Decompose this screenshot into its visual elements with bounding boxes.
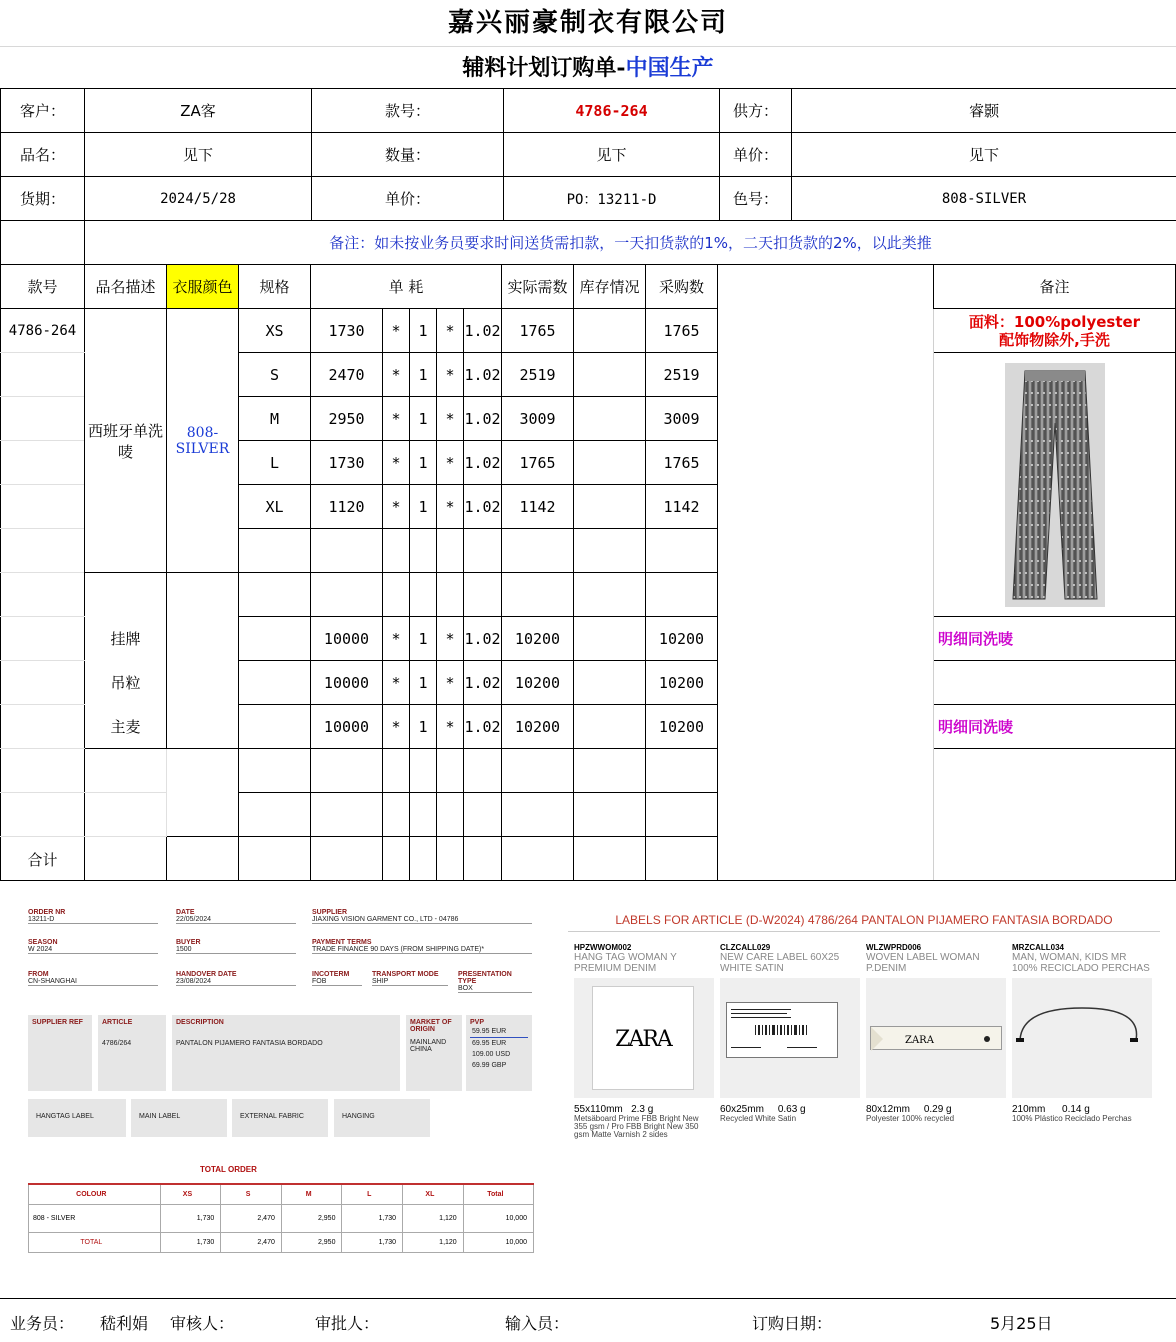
trousers-photo xyxy=(1005,363,1105,607)
supplier-label: 供方： xyxy=(720,89,792,133)
input-label: 输入员： xyxy=(505,1314,570,1333)
string-loop-icon xyxy=(1012,978,1152,1098)
document-title: 辅料计划订购单-中国生产 xyxy=(0,46,1176,88)
woven-label-icon xyxy=(871,1027,1003,1051)
info-table xyxy=(0,88,1176,265)
price2-label: 单价： xyxy=(312,177,504,221)
color-label: 色号： xyxy=(720,177,792,221)
product-label: 品名： xyxy=(1,133,85,177)
fabric-note: 面料：100%polyester 配饰物除外,手洗 xyxy=(934,309,1176,353)
labels-title: LABELS FOR ARTICLE (D-W2024) 4786/264 PANTALON PIJAMERO FANTASIA BORDADO xyxy=(568,895,1160,932)
label-card-hanger-string: MRZCALL034 MAN, WOMAN, KIDS MR 100% RECICLADO PERCHAS 210mm 0.14 g 100% Plástico Reciclado Perchas xyxy=(1012,943,1152,1123)
col-buy: 采购数 xyxy=(646,265,718,309)
qty-label: 数量： xyxy=(312,133,504,177)
col-desc: 品名描述 xyxy=(85,265,167,309)
label-card-woven: WLZWPRD006 WOVEN LABEL WOMAN P.DENIM ZARA 80x12mm 0.29 g Polyester 100% recycled xyxy=(866,943,1006,1123)
item-desc: 西班牙单洗唛 xyxy=(85,309,167,573)
col-size: 规格 xyxy=(239,265,311,309)
col-remark: 备注 xyxy=(934,265,1176,309)
label-card-care: CLZCALL029 NEW CARE LABEL 60X25 WHITE SATIN 60x25mm 0.63 g Recycled White Satin xyxy=(720,943,860,1123)
price-value: 见下 xyxy=(792,133,1176,177)
review-label: 审核人： xyxy=(170,1314,235,1333)
delivery-label: 货期： xyxy=(1,177,85,221)
total-order-title: TOTAL ORDER xyxy=(200,1165,257,1174)
col-stock: 库存情况 xyxy=(574,265,646,309)
qty-cell: 1730 xyxy=(311,309,383,353)
product-photo-cell xyxy=(934,353,1176,617)
product-value: 见下 xyxy=(85,133,312,177)
approve-label: 审批人： xyxy=(315,1314,380,1333)
label-card-hangtag: HPZWWOM002 HANG TAG WOMAN Y PREMIUM DENIM ZARA 55x110mm 2.3 g Metsäboard Prime FBB Bright New 355 gsm / Pro FBB Bright New 350 gsm Matte Varnish 2 sides xyxy=(574,943,714,1139)
barcode-icon xyxy=(727,1003,839,1059)
buy-cell: 1765 xyxy=(646,309,718,353)
col-style: 款号 xyxy=(1,265,85,309)
style-label: 款号： xyxy=(312,89,504,133)
labels-panel xyxy=(568,895,1160,1185)
supplier-value: 睿颢 xyxy=(792,89,1176,133)
need-cell: 1765 xyxy=(502,309,574,353)
remark-note: 备注：如未按业务员要求时间送货需扣款，一天扣货款的1%，二天扣货款的2%，以此类推 xyxy=(85,221,1176,265)
item-color: 808-SILVER xyxy=(167,309,239,573)
sales-name: 嵇利娟 xyxy=(100,1314,149,1333)
size-cell: XS xyxy=(239,309,311,353)
order-date-label: 订购日期： xyxy=(752,1314,833,1333)
svg-text:ZARA: ZARA xyxy=(905,1035,934,1046)
price-label: 单价： xyxy=(720,133,792,177)
customer-value: ZA客 xyxy=(85,89,312,133)
style-value: 4786-264 xyxy=(504,89,720,133)
main-table: 款号 品名描述 衣服颜色 规格 单 耗 实际需数 库存情况 采购数 备注 4786-264 西班牙单洗唛 808-SILVER XS 1730 * 1 * 1.02 1765 1765 面料：100%polyester 配饰物除外,手洗 S 2470 * 1 * 1.02 2519 2519 M 2950 * 1 * 1.02 3009 3009 L 1730 * 1 * 1.02 1765 1765 XL 1120 * 1 * 1.02 1142 1142 挂牌 10000 * 1 * 1.02 10200 10200 明细同洗唛 吊粒 10000 * 1 * 1.02 10200 10200 主麦 10000 * 1 * 1.02 10200 10200 明细同洗唛 合计 xyxy=(0,264,1176,881)
order-date-value: 5月25日 xyxy=(990,1314,1053,1333)
color-value: 808-SILVER xyxy=(792,177,1176,221)
purchase-order-image xyxy=(0,880,1176,1300)
col-color: 衣服颜色 xyxy=(167,265,239,309)
footer-signatures xyxy=(0,1298,1176,1342)
delivery-value: 2024/5/28 xyxy=(85,177,312,221)
total-label: 合计 xyxy=(1,837,85,881)
acc-note: 明细同洗唛 xyxy=(934,617,1176,661)
qty-value: 见下 xyxy=(504,133,720,177)
acc-name: 挂牌 xyxy=(110,630,141,648)
sales-label: 业务员： xyxy=(10,1314,75,1333)
company-title: 嘉兴丽豪制衣有限公司 xyxy=(447,8,728,38)
col-consumption: 单 耗 xyxy=(311,265,502,309)
total-order-table: COLOUR XS S M L XL Total 808 - SILVER 1,730 2,470 2,950 1,730 1,120 10,000 TOTAL 1,730 2,470 2,950 1,730 1,120 10,000 xyxy=(28,1183,534,1253)
col-need: 实际需数 xyxy=(502,265,574,309)
po-value: PO：13211-D xyxy=(504,177,720,221)
po-sheet: ORDER NR 13211-D DATE 22/05/2024 SUPPLIER JIAXING VISION GARMENT CO., LTD - 04786 SEASON W 2024 BUYER 1500 PAYMENT TERMS TRADE FINANCE 90 DAYS (FROM SHIPPING DATE)* FROM CN-SHANGHAI HANDOVER DATE 23/08/2024 INCOTERM FOB TRANSPORT MODE SHIP PRESENTATION TYPE BOX SUPPLIER REF ARTICLE 4786/264 DESCRIPTION PANTALON PIJAMERO FANTASIA BORDADO MARKET OF ORIGIN MAINLAND CHINA PVP 59.95 EUR 69.95 EUR 109.00 USD 69.99 GBP HANGTAG LABEL MAIN LABEL EXTERNAL FABRIC HANGING TOTAL ORDER COLOUR XS S M L XL Total 808 - SILVER 1,730 2,470 2,950 1,730 1,120 10,000 TOTAL 1,730 2,470 2,950 1,730 1,120 10,000 xyxy=(20,895,540,1285)
style-no: 4786-264 xyxy=(1,309,85,353)
zara-logo: ZARA xyxy=(592,986,694,1090)
customer-label: 客户： xyxy=(1,89,85,133)
